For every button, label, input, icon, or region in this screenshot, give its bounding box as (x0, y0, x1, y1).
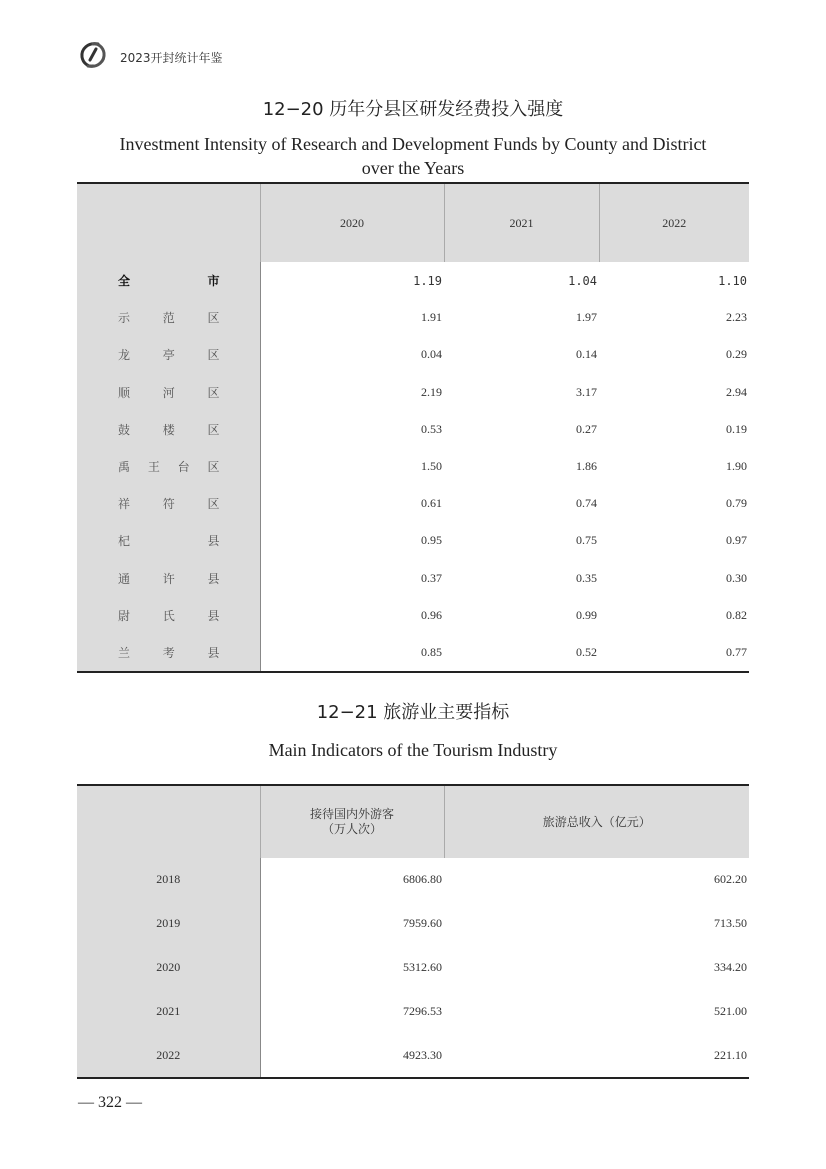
row-label-char: 龙 (118, 348, 131, 363)
value-cell: 0.75 (576, 533, 597, 548)
row-label-text (77, 346, 260, 363)
value-cell: 0.30 (726, 570, 747, 585)
row-label-text (77, 607, 260, 624)
row-label (77, 448, 260, 485)
row-label-char: 县 (207, 645, 220, 660)
value-cell: 1.50 (421, 459, 442, 474)
row-label-char: 王 (147, 460, 160, 475)
yearbook-logo-icon (78, 40, 108, 70)
column-header-revenue: 旅游总收入（亿元） (444, 785, 749, 858)
row-label: 2021 (77, 989, 260, 1033)
row-label-char: 区 (207, 422, 220, 437)
table1-title-en (78, 132, 748, 180)
value-cell: 7959.60 (403, 916, 442, 931)
table2-title-en: Main Indicators of the Tourism Industry (268, 740, 558, 760)
column-header: 2022 (599, 183, 749, 262)
page-header (78, 38, 223, 72)
value-cell: 2.94 (726, 384, 747, 399)
table-row (77, 374, 749, 411)
value-cell: 0.27 (576, 421, 597, 436)
row-label: 2018 (77, 858, 260, 902)
row-label-char: 区 (207, 497, 220, 512)
value-cell: 6806.80 (403, 872, 442, 887)
column-header: 2021 (444, 183, 599, 262)
row-label (77, 522, 260, 559)
tourism-indicators-table (77, 784, 749, 1079)
header-blank-cell (77, 183, 260, 262)
value-cell: 0.19 (726, 421, 747, 436)
value-cell: 0.04 (421, 347, 442, 362)
row-label (77, 485, 260, 522)
column-header-line: （万人次） (321, 822, 382, 836)
row-label-char: 区 (207, 460, 220, 475)
row-label (77, 262, 260, 299)
value-cell: 0.82 (726, 607, 747, 622)
value-cell: 1.97 (576, 310, 597, 325)
value-cell: 334.20 (714, 959, 747, 974)
table-row (77, 299, 749, 336)
value-cell: 0.99 (576, 607, 597, 622)
table2-title-cn: 12−21 旅游业主要指标 (316, 702, 510, 723)
row-label-char: 河 (162, 385, 175, 400)
yearbook-title: 2023开封统计年鉴 (120, 50, 223, 65)
row-label-char: 县 (207, 608, 220, 623)
row-label-char: 杞 (118, 534, 131, 549)
row-label: 2020 (77, 946, 260, 990)
value-cell: 221.10 (714, 1047, 747, 1062)
row-label-text (77, 458, 260, 475)
row-label: 2022 (77, 1033, 260, 1078)
row-label-char: 氏 (162, 608, 175, 623)
value-cell: 0.77 (726, 644, 747, 659)
row-label-char: 尉 (118, 608, 131, 623)
table-row (77, 336, 749, 373)
row-label-char: 范 (162, 311, 175, 326)
row-label-text (77, 272, 260, 289)
value-cell: 4923.30 (403, 1047, 442, 1062)
value-cell: 0.79 (726, 496, 747, 511)
row-label-char: 通 (118, 571, 131, 586)
row-label-text (77, 384, 260, 401)
value-cell: 0.85 (421, 644, 442, 659)
table-header-row (77, 183, 749, 262)
value-cell: 7296.53 (403, 1003, 442, 1018)
row-label-text (77, 570, 260, 587)
row-label-char: 鼓 (118, 422, 131, 437)
row-label (77, 411, 260, 448)
table-row (77, 597, 749, 634)
page-number: — 322 — (78, 1094, 142, 1111)
table1-title-en-line1: Investment Intensity of Research and Development Funds by County and District (119, 134, 707, 154)
value-cell: 0.95 (421, 533, 442, 548)
table-row (77, 946, 749, 990)
table-row (77, 858, 749, 902)
value-cell: 1.86 (576, 459, 597, 474)
table1-title-cn: 12−20 历年分县区研发经费投入强度 (262, 99, 564, 120)
table-row (77, 485, 749, 522)
value-cell: 0.53 (421, 421, 442, 436)
value-cell: 713.50 (714, 916, 747, 931)
row-label-char: 全 (118, 274, 131, 289)
row-label-char: 兰 (118, 645, 131, 660)
row-label-char: 区 (207, 348, 220, 363)
table-row (77, 411, 749, 448)
table-row (77, 560, 749, 597)
table-row (77, 448, 749, 485)
row-label-char: 县 (207, 571, 220, 586)
value-cell: 0.14 (576, 347, 597, 362)
value-cell: 3.17 (576, 384, 597, 399)
value-cell: 2.19 (421, 384, 442, 399)
row-label-char: 符 (162, 497, 175, 512)
row-label (77, 634, 260, 672)
table-row (77, 902, 749, 946)
row-label (77, 560, 260, 597)
row-label-text (77, 644, 260, 661)
value-cell: 5312.60 (403, 959, 442, 974)
value-cell: 1.91 (421, 310, 442, 325)
value-cell: 1.04 (568, 273, 597, 288)
row-label (77, 299, 260, 336)
value-cell: 0.74 (576, 496, 597, 511)
row-label-text (77, 421, 260, 438)
value-cell: 2.23 (726, 310, 747, 325)
row-label-text (77, 532, 260, 549)
row-label-char: 楼 (162, 422, 175, 437)
value-cell: 0.35 (576, 570, 597, 585)
rd-intensity-table (77, 182, 749, 673)
row-label-char: 顺 (118, 385, 131, 400)
column-header-visitors (260, 785, 444, 858)
value-cell: 1.90 (726, 459, 747, 474)
row-label-char: 祥 (118, 497, 131, 512)
row-label-char: 示 (118, 311, 131, 326)
table-row (77, 1033, 749, 1078)
value-cell: 602.20 (714, 872, 747, 887)
row-label-char: 考 (162, 645, 175, 660)
header-blank-cell (77, 785, 260, 858)
value-cell: 0.29 (726, 347, 747, 362)
value-cell: 0.61 (421, 496, 442, 511)
table-row (77, 262, 749, 299)
table-header-row (77, 785, 749, 858)
row-label-text (77, 495, 260, 512)
value-cell: 0.97 (726, 533, 747, 548)
row-label-text (77, 309, 260, 326)
row-label-char: 区 (207, 385, 220, 400)
row-label: 2019 (77, 902, 260, 946)
value-cell: 0.37 (421, 570, 442, 585)
column-header: 2020 (260, 183, 444, 262)
value-cell: 521.00 (714, 1003, 747, 1018)
value-cell: 1.10 (718, 273, 747, 288)
table1-title-en-line2: over the Years (361, 158, 465, 178)
table-row (77, 989, 749, 1033)
row-label-char: 台 (177, 460, 190, 475)
table-row (77, 634, 749, 672)
value-cell: 0.96 (421, 607, 442, 622)
value-cell: 0.52 (576, 644, 597, 659)
row-label (77, 336, 260, 373)
row-label-char: 县 (207, 534, 220, 549)
row-label-char: 市 (207, 274, 220, 289)
row-label (77, 597, 260, 634)
value-cell: 1.19 (413, 273, 442, 288)
row-label-char: 亭 (162, 348, 175, 363)
row-label-char: 区 (207, 311, 220, 326)
column-header-line: 接待国内外游客 (309, 807, 394, 821)
table-row (77, 522, 749, 559)
row-label-char: 许 (162, 571, 175, 586)
row-label (77, 374, 260, 411)
row-label-char: 禹 (118, 460, 131, 475)
